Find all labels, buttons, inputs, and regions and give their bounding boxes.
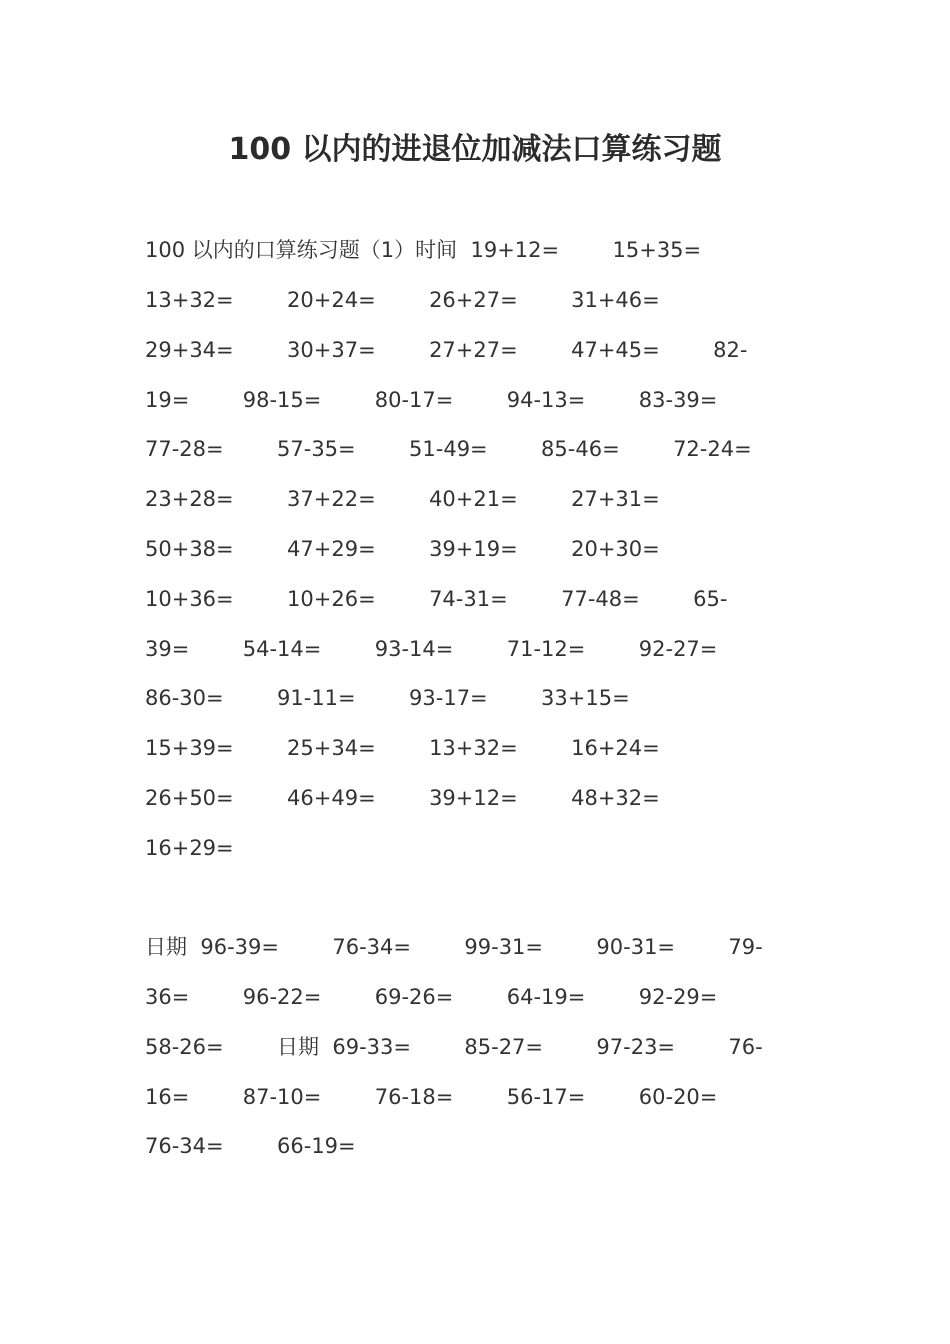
exercise-line <box>145 1032 763 1062</box>
exercise-line <box>145 1082 717 1112</box>
line-text: 50+38= 47+29= 39+19= 20+30= <box>145 537 660 561</box>
exercise-line <box>145 385 717 415</box>
line-text: 23+28= 37+22= 40+21= 27+31= <box>145 487 660 511</box>
exercise-line <box>145 484 660 514</box>
line-text: 26+50= 46+49= 39+12= 48+32= <box>145 786 660 810</box>
exercise-line <box>145 833 234 863</box>
line-text: 39= 54-14= 93-14= 71-12= 92-27= <box>145 637 718 661</box>
exercise-line <box>145 733 660 763</box>
exercise-line <box>145 634 717 664</box>
line-text: 86-30= 91-11= 93-17= 33+15= <box>145 686 630 710</box>
exercise-line <box>145 584 727 614</box>
exercise-line <box>145 534 660 564</box>
exercise-line <box>145 434 752 464</box>
line-text: 76-34= 66-19= <box>145 1134 356 1158</box>
line-text: 15+39= 25+34= 13+32= 16+24= <box>145 736 660 760</box>
exercise-line <box>145 335 747 365</box>
exercise-line <box>145 932 763 962</box>
line-text: 29+34= 30+37= 27+27= 47+45= 82- <box>145 338 748 362</box>
line-text: 100 以内的口算练习题（1）时间 19+12= 15+35= <box>145 238 702 262</box>
line-text: 36= 96-22= 69-26= 64-19= 92-29= <box>145 985 718 1009</box>
exercise-line <box>145 683 630 713</box>
exercise-line <box>145 285 660 315</box>
exercise-line <box>145 235 701 265</box>
line-text: 77-28= 57-35= 51-49= 85-46= 72-24= <box>145 437 752 461</box>
line-text: 16= 87-10= 76-18= 56-17= 60-20= <box>145 1085 718 1109</box>
line-text: 19= 98-15= 80-17= 94-13= 83-39= <box>145 388 718 412</box>
exercise-line <box>145 1131 356 1161</box>
line-text: 10+36= 10+26= 74-31= 77-48= 65- <box>145 587 728 611</box>
line-text: 日期 96-39= 76-34= 99-31= 90-31= 79- <box>145 935 763 959</box>
line-text: 16+29= <box>145 836 234 860</box>
exercise-line <box>145 982 717 1012</box>
exercise-line <box>145 783 660 813</box>
line-text: 13+32= 20+24= 26+27= 31+46= <box>145 288 660 312</box>
line-text: 58-26= 日期 69-33= 85-27= 97-23= 76- <box>145 1035 763 1059</box>
page-title: 100 以内的进退位加减法口算练习题 <box>228 132 722 167</box>
